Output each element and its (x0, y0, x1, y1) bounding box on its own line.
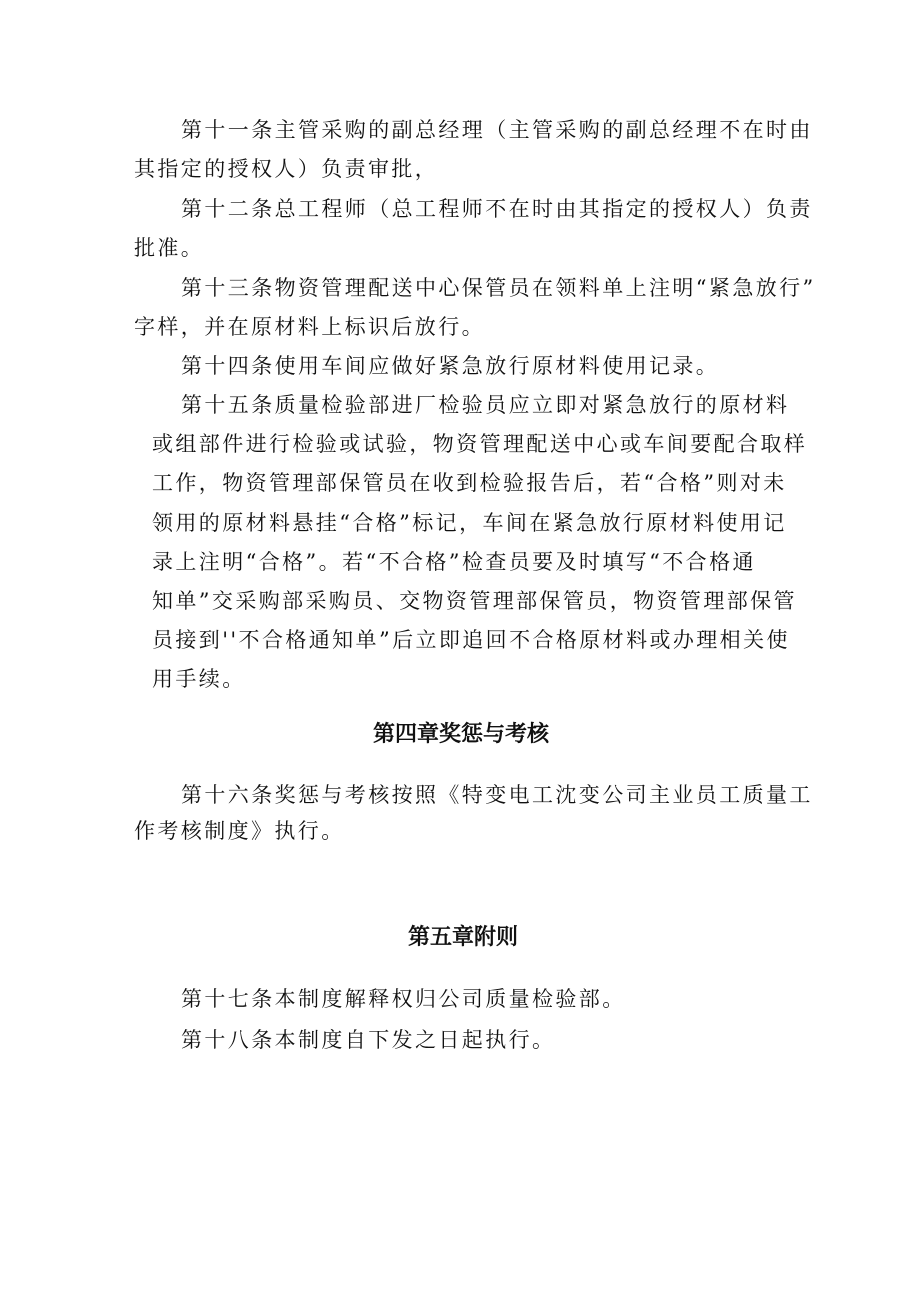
paragraph-line: 批准。 (134, 236, 205, 260)
paragraph-line: 录上注明“合格”。若“不合格”检查员要及时填写“不合格通 (152, 550, 756, 574)
paragraph-line: 领用的原材料悬挂“合格”标记，车间在紧急放行原材料使用记 (152, 511, 787, 535)
paragraph-line: 作考核制度》执行。 (134, 819, 345, 843)
paragraph-line: 第十七条本制度解释权归公司质量检验部。 (181, 987, 626, 1011)
paragraph-line: 第十一条主管采购的副总经理（主管采购的副总经理不在时由 (181, 118, 813, 142)
paragraph-line: 第十六条奖惩与考核按照《特变电工沈变公司主业员工质量工 (181, 783, 813, 807)
chapter-heading: 第四章奖惩与考核 (373, 722, 550, 747)
paragraph-line: 其指定的授权人）负责审批， (134, 157, 439, 181)
paragraph-line: 知单”交采购部采购员、交物资管理部保管员，物资管理部保管 (152, 589, 797, 613)
paragraph-line: 或组部件进行检验或试验，物资管理配送中心或车间要配合取样 (152, 432, 808, 456)
paragraph-line: 第十三条物资管理配送中心保管员在领料单上注明“紧急放行” (181, 276, 816, 300)
paragraph-line: 工作，物资管理部保管员在收到检验报告后，若“合格”则对未 (152, 471, 787, 495)
paragraph-line: 用手续。 (152, 667, 246, 691)
paragraph-line: 第十四条使用车间应做好紧急放行原材料使用记录。 (181, 354, 720, 378)
paragraph-line: 员接到''不合格通知单”后立即追回不合格原材料或办理相关使 (152, 628, 790, 652)
paragraph-line: 第十八条本制度自下发之日起执行。 (181, 1028, 556, 1052)
paragraph-line: 字样，并在原材料上标识后放行。 (134, 315, 485, 339)
paragraph-line: 第十二条总工程师（总工程师不在时由其指定的授权人）负责 (181, 197, 813, 221)
chapter-heading: 第五章附则 (408, 925, 519, 950)
paragraph-line: 第十五条质量检验部进厂检验员应立即对紧急放行的原材料 (181, 393, 790, 417)
